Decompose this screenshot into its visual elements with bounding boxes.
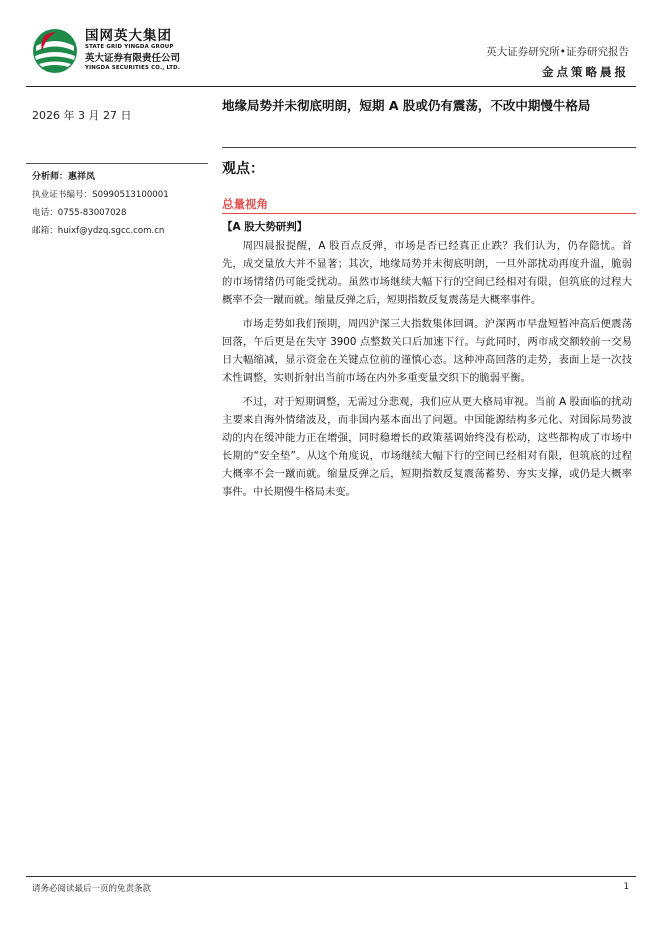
company-logo xyxy=(30,26,205,78)
analyst-cert: 执业证书编号：S0990513100001 xyxy=(32,190,169,200)
analyst-email: 邮箱：huixf@ydzq.sgcc.com.cn xyxy=(32,226,165,236)
footer-disclaimer: 请务必阅读最后一页的免责条款 xyxy=(32,884,152,894)
paragraph: 周四晨报提醒，A 股百点反弹，市场是否已经真正止跌？我们认为，仍存隐忧。首先，成交量放大并不显著；其次，地缘局势并未彻底明朗，一旦外部扰动再度升温，脆弱的市场情绪仍可能受扰动。虽然市场继续大幅下行的空间已经相对有限，但筑底的过程大概率不会一蹴而就。缩量反弹之后，短期指数反复震荡是大概率事件。 xyxy=(222,240,632,306)
section-heading: 总量视角 xyxy=(222,197,268,211)
company-name: 英大证券有限责任公司 xyxy=(85,53,181,64)
institute-label: 英大证券研究所•证券研究报告 xyxy=(486,46,629,58)
company-name-en: YINGDA SECURITIES CO., LTD. xyxy=(85,65,181,71)
paragraph: 不过，对于短期调整，无需过分悲观，我们应从更大格局审视。当前 A 股面临的扰动主要来自海外情绪波及，而非国内基本面出了问题。中国能源结构多元化、对国际局势波动的内在缓冲能力正在增强，同时稳增长的政策基调始终没有松动，这些都构成了市场中长期的“安全垫”。从这个角度说，市场继续大幅下行的空间已经相对有限，但筑底的过程大概率不会一蹴而就。缩量反弹之后，短期指数反复震荡蓄势、夯实支撑，或仍是大概率事件。中长期慢牛格局未变。 xyxy=(222,396,632,498)
analyst-info xyxy=(32,168,169,240)
paragraph: 市场走势如我们预期，周四沪深三大指数集体回调。沪深两市早盘短暂冲高后便震荡回落，午后更是在失守 3900 点整数关口后加速下行。与此同时，两市成交额较前一交易日大幅缩减，显示资金在关键点位前的谨慎心态。这种冲高回落的走势，表面上是一次技术性调整，实则折射出当前市场在内外多重变量交织下的脆弱平衡。 xyxy=(222,318,632,384)
logo-group-name: 国网英大集团 xyxy=(85,28,172,44)
analyst-phone: 电话：0755-83007028 xyxy=(32,208,127,218)
logo-group-name-en: STATE GRID YINGDA GROUP xyxy=(85,44,174,50)
body-text xyxy=(222,237,632,507)
globe-logo-icon xyxy=(30,26,80,76)
viewpoint-heading: 观点： xyxy=(222,161,264,177)
section-divider xyxy=(222,213,636,214)
report-title: 地缘局势并未彻底明朗，短期 A 股或仍有震荡，不改中期慢牛格局 xyxy=(222,98,591,113)
title-divider xyxy=(222,147,636,148)
report-date: 2026 年 3 月 27 日 xyxy=(32,109,132,122)
analyst-divider xyxy=(26,163,208,164)
header-divider xyxy=(26,86,636,87)
analyst-name: 分析师：惠祥凤 xyxy=(32,172,96,182)
page-number: 1 xyxy=(623,882,629,892)
footer-divider xyxy=(26,876,636,877)
subsection-heading: 【A 股大势研判】 xyxy=(222,221,308,233)
report-type: 金点策略晨报 xyxy=(542,65,629,79)
